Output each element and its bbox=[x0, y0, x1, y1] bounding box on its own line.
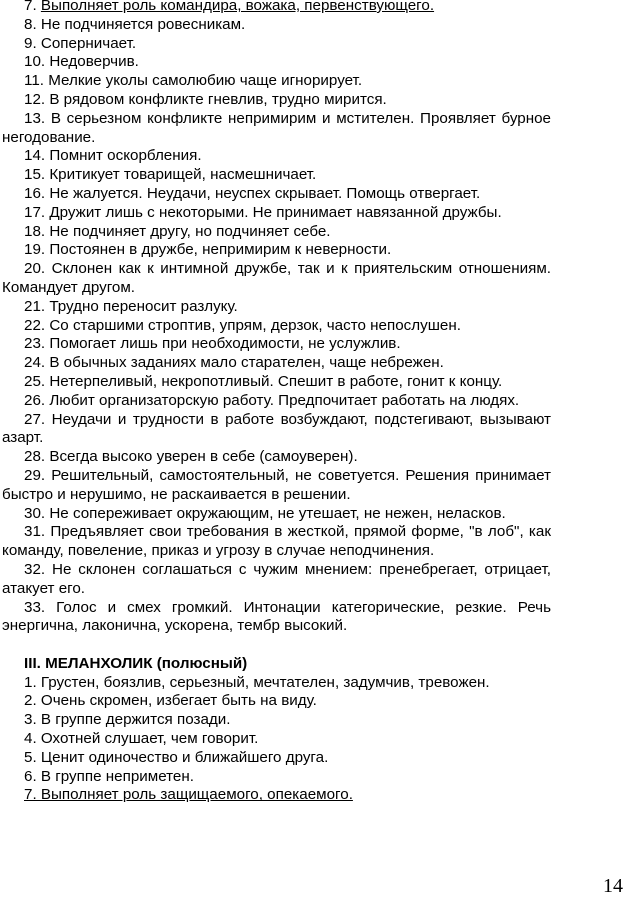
page-number: 14 bbox=[603, 875, 623, 897]
list-item: 33. Голос и смех громкий. Интонации категорические, резкие. Речь энергична, лаконична, ускорена, тембр высокий. bbox=[2, 598, 551, 635]
list-item: 6. В группе неприметен. bbox=[24, 767, 194, 785]
list-item: 4. Охотней слушает, чем говорит. bbox=[24, 730, 259, 748]
list-item: 14. Помнит оскорбления. bbox=[24, 147, 202, 165]
list-item: 8. Не подчиняется ровесникам. bbox=[24, 15, 246, 33]
list-item: 24. В обычных заданиях мало старателен, чаще небрежен. bbox=[24, 354, 444, 372]
list-item: 9. Соперничает. bbox=[24, 34, 137, 52]
list-item: 28. Всегда высоко уверен в себе (самоуверен). bbox=[24, 448, 358, 466]
list-item: 13. В серьезном конфликте непримирим и мстителен. Проявляет бурное негодование. bbox=[2, 109, 551, 146]
list-item: 31. Предъявляет свои требования в жесткой, прямой форме, "в лоб", как команду, повеление, приказ и угрозу в случае неподчинения. bbox=[2, 523, 551, 560]
list-item: 29. Решительный, самостоятельный, не советуется. Решения принимает быстро и нерушимо, не раскаивается в решении. bbox=[2, 466, 551, 503]
list-item: 22. Со старшими строптив, упрям, дерзок, часто непослушен. bbox=[24, 316, 461, 334]
list-item bbox=[2, 786, 551, 805]
section-spacer bbox=[2, 636, 551, 655]
list-item: 21. Трудно переносит разлуку. bbox=[24, 297, 238, 315]
list-item: 20. Склонен как к интимной дружбе, так и к приятельским отношениям. Командует другом. bbox=[2, 260, 551, 296]
list-item: 15. Критикует товарищей, насмешничает. bbox=[24, 166, 317, 184]
list-item: 1. Грустен, боязлив, серьезный, мечтателен, задумчив, тревожен. bbox=[24, 673, 490, 691]
list-item: 32. Не склонен соглашаться с чужим мнением: пренебрегает, отрицает, атакует его. bbox=[2, 560, 551, 597]
list-item: 26. Любит организаторскую работу. Предпочитает работать на людях. bbox=[24, 391, 520, 409]
list-item: 17. Дружит лишь с некоторыми. Не принимает навязанной дружбы. bbox=[24, 203, 502, 221]
list-item: 23. Помогает лишь при необходимости, не услужлив. bbox=[24, 335, 401, 353]
list-item: 30. Не сопереживает окружающим, не утешает, не нежен, неласков. bbox=[24, 504, 506, 522]
item-number: 7. bbox=[24, 0, 37, 14]
list-item: 16. Не жалуется. Неудачи, неуспех скрывает. Помощь отвергает. bbox=[24, 184, 481, 202]
main-text bbox=[2, 0, 551, 805]
list-item: 25. Нетерпеливый, некропотливый. Спешит в работе, гонит к концу. bbox=[24, 372, 503, 390]
list-item: 5. Ценит одиночество и ближайшего друга. bbox=[24, 748, 329, 766]
list-item: 11. Мелкие уколы самолюбию чаще игнорирует. bbox=[24, 72, 363, 90]
list-item: 27. Неудачи и трудности в работе возбуждают, подстегивают, вызывают азарт. bbox=[2, 410, 551, 447]
list-item: 18. Не подчиняет другу, но подчиняет себе. bbox=[24, 222, 331, 240]
list-item: 19. Постоянен в дружбе, непримирим к неверности. bbox=[24, 241, 392, 259]
section-heading: III. МЕЛАНХОЛИК (полюсный) bbox=[24, 654, 248, 672]
list-item bbox=[2, 0, 551, 16]
underlined-text: 7. Выполняет роль защищаемого, опекаемого. bbox=[24, 786, 353, 804]
list-item: 2. Очень скромен, избегает быть на виду. bbox=[24, 692, 317, 710]
list-item: 12. В рядовом конфликте гневлив, трудно мирится. bbox=[24, 90, 387, 108]
underlined-text: Выполняет роль командира, вожака, первенствующего. bbox=[40, 0, 435, 14]
list-item: 10. Недоверчив. bbox=[24, 53, 139, 71]
list-item: 3. В группе держится позади. bbox=[24, 711, 231, 729]
